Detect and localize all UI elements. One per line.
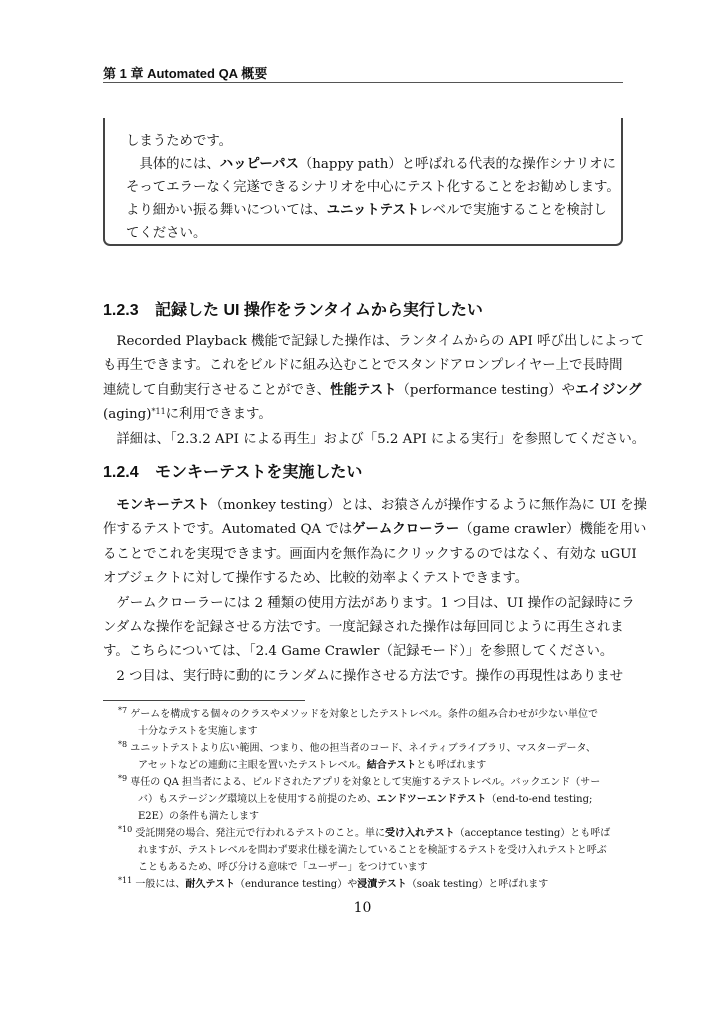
bold-term: ハッピーパス	[219, 157, 299, 172]
text-run: （end-to-end testing;	[486, 794, 593, 805]
text-line	[103, 567, 647, 591]
section-heading-1-2-3	[103, 301, 483, 321]
text-line	[118, 876, 610, 893]
text-line	[103, 494, 647, 518]
text-line	[126, 222, 620, 245]
text-run: バ）もステージング環境以上を使用する前提のため、	[138, 794, 377, 805]
text-run: ゲームクローラーには 2 種類の使用方法があります。1 つ目は、UI 操作の記録時にラ	[103, 595, 635, 611]
text-run: ユニットテストより広い範囲、つまり、他の担当者のコード、ネイティブライブラリ、マスターデータ、	[127, 743, 596, 754]
text-line	[118, 808, 610, 825]
bold-term: エイジング	[575, 382, 642, 398]
text-line	[126, 153, 620, 176]
bold-term: 浸漬テスト	[357, 879, 407, 890]
text-line	[103, 428, 645, 452]
text-line	[126, 199, 620, 222]
section-number: 1.2.3	[103, 302, 139, 319]
text-run: こともあるため、呼び分ける意味で「ユーザー」をつけています	[138, 862, 428, 873]
text-run: レベルで実施することを検討し	[419, 203, 607, 218]
note-box-text	[126, 130, 620, 245]
text-run: （happy path）と呼ばれる代表的な操作シナリオに	[298, 157, 616, 172]
footnote-marker: *7	[118, 706, 128, 715]
section-number: 1.2.4	[103, 464, 139, 481]
text-line	[126, 176, 620, 199]
text-run: 2 つ目は、実行時に動的にランダムに操作させる方法です。操作の再現性はありませ	[103, 668, 624, 684]
section-heading-1-2-4	[103, 463, 362, 483]
text-line	[118, 774, 610, 791]
text-line	[103, 330, 645, 354]
bold-term: エンドツーエンドテスト	[376, 794, 487, 805]
text-run: ゲームを構成する個々のクラスやメソッドを対象としたテストレベル。条件の組み合わせが少ない単位で	[127, 709, 598, 720]
text-run: とも呼ばれます	[416, 760, 487, 771]
bold-term: ユニットテスト	[326, 203, 420, 218]
text-line	[126, 130, 620, 153]
text-run: （game crawler）機能を用い	[459, 522, 647, 538]
text-run: Recorded Playback 機能で記録した操作は、ランタイムからの API 呼び出しによって	[103, 334, 645, 349]
text-line	[118, 740, 610, 757]
text-run: れますが、テストレベルを問わず要求仕様を満たしていることを検証するテストを受け入れテストと呼ぶ	[138, 845, 607, 856]
text-run: そってエラーなく完遂できるシナリオを中心にテスト化することをお勧めします。	[126, 180, 620, 195]
text-run: ンダムな操作を記録させる方法です。一度記録された操作は毎回同じように再生されま	[103, 619, 624, 635]
text-line	[118, 706, 610, 723]
text-run: 具体的には、	[126, 157, 220, 172]
text-run: （monkey testing）とは、お猿さんが操作するように無作為に UI を操	[209, 498, 647, 513]
text-run: 一般には、	[132, 879, 186, 890]
page-number: 10	[353, 900, 372, 916]
text-run: てください。	[126, 226, 207, 241]
section-title: モンキーテストを実施したい	[155, 464, 363, 481]
text-run: ることでこれを実現できます。画面内を無作為にクリックするのではなく、有効な uGUI	[103, 546, 637, 562]
text-run: アセットなどの連動に主眼を置いたテストレベル。	[138, 760, 367, 771]
footnote-marker: *9	[118, 774, 128, 783]
text-run: （endurance testing）や	[234, 879, 358, 890]
header-rule	[103, 82, 623, 83]
text-line	[118, 757, 610, 774]
text-run: に利用できます。	[165, 407, 272, 423]
text-line	[103, 640, 647, 664]
footnote-rule	[103, 700, 305, 701]
text-run: 詳細は、「2.3.2 API による再生」および「5.2 API による実行」を参照してください。	[103, 431, 646, 447]
running-header: 第 1 章 Automated QA 概要	[103, 66, 268, 81]
text-run: も再生できます。これをビルドに組み込むことでスタンドアロンプレイヤー上で長時間	[103, 358, 623, 374]
section-title: 記録した UI 操作をランタイムから実行したい	[155, 302, 483, 319]
text-line	[118, 842, 610, 859]
footnote-marker: *11	[151, 407, 166, 417]
footnote-marker: *10	[118, 825, 133, 834]
text-line	[103, 592, 647, 616]
bold-term: 耐久テスト	[185, 879, 235, 890]
bold-term: 性能テスト	[330, 382, 397, 398]
text-line	[103, 616, 647, 640]
footnote-marker: *11	[118, 876, 133, 885]
text-run: （performance testing）や	[396, 382, 576, 398]
footnote-marker: *8	[118, 740, 128, 749]
text-line	[118, 791, 610, 808]
bold-term: ゲームクローラー	[352, 522, 460, 538]
text-line	[103, 518, 647, 542]
text-line	[118, 825, 610, 842]
text-run: (aging)	[103, 407, 152, 423]
text-run: オブジェクトに対して操作するため、比較的効率よくテストできます。	[103, 571, 529, 587]
text-line	[103, 354, 645, 378]
text-run: E2E）の条件も満たします	[138, 811, 259, 822]
text-line	[103, 665, 647, 689]
footnotes	[118, 706, 610, 893]
text-run: す。こちらについては、「2.4 Game Crawler（記録モード）」を参照してください。	[103, 644, 614, 660]
bold-term: 受け入れテスト	[384, 828, 455, 839]
text-run: 連続して自動実行させることができ、	[103, 382, 331, 398]
section-1-2-3-body	[103, 330, 645, 452]
bold-term: モンキーテスト	[116, 498, 210, 513]
section-1-2-4-body	[103, 494, 647, 689]
text-run: （soak testing）と呼ばれます	[406, 879, 549, 890]
text-line	[103, 543, 647, 567]
text-run: より細かい振る舞いについては、	[126, 203, 327, 218]
text-line	[103, 379, 645, 403]
text-run: （acceptance testing）とも呼ば	[454, 828, 611, 839]
text-run: 専任の QA 担当者による、ビルドされたアプリを対象として実施するテストレベル。バックエンド（サー	[127, 777, 601, 788]
text-line	[118, 723, 610, 740]
text-line	[118, 859, 610, 876]
bold-term: 結合テスト	[366, 760, 417, 771]
text-run: 十分なテストを実施します	[138, 726, 258, 737]
text-run: 作するテストです。Automated QA では	[103, 522, 353, 538]
text-run	[103, 498, 116, 513]
text-run: 受託開発の場合、発注元で行われるテストのこと。単に	[132, 828, 385, 839]
text-line	[103, 403, 645, 427]
text-run: しまうためです。	[126, 134, 233, 149]
